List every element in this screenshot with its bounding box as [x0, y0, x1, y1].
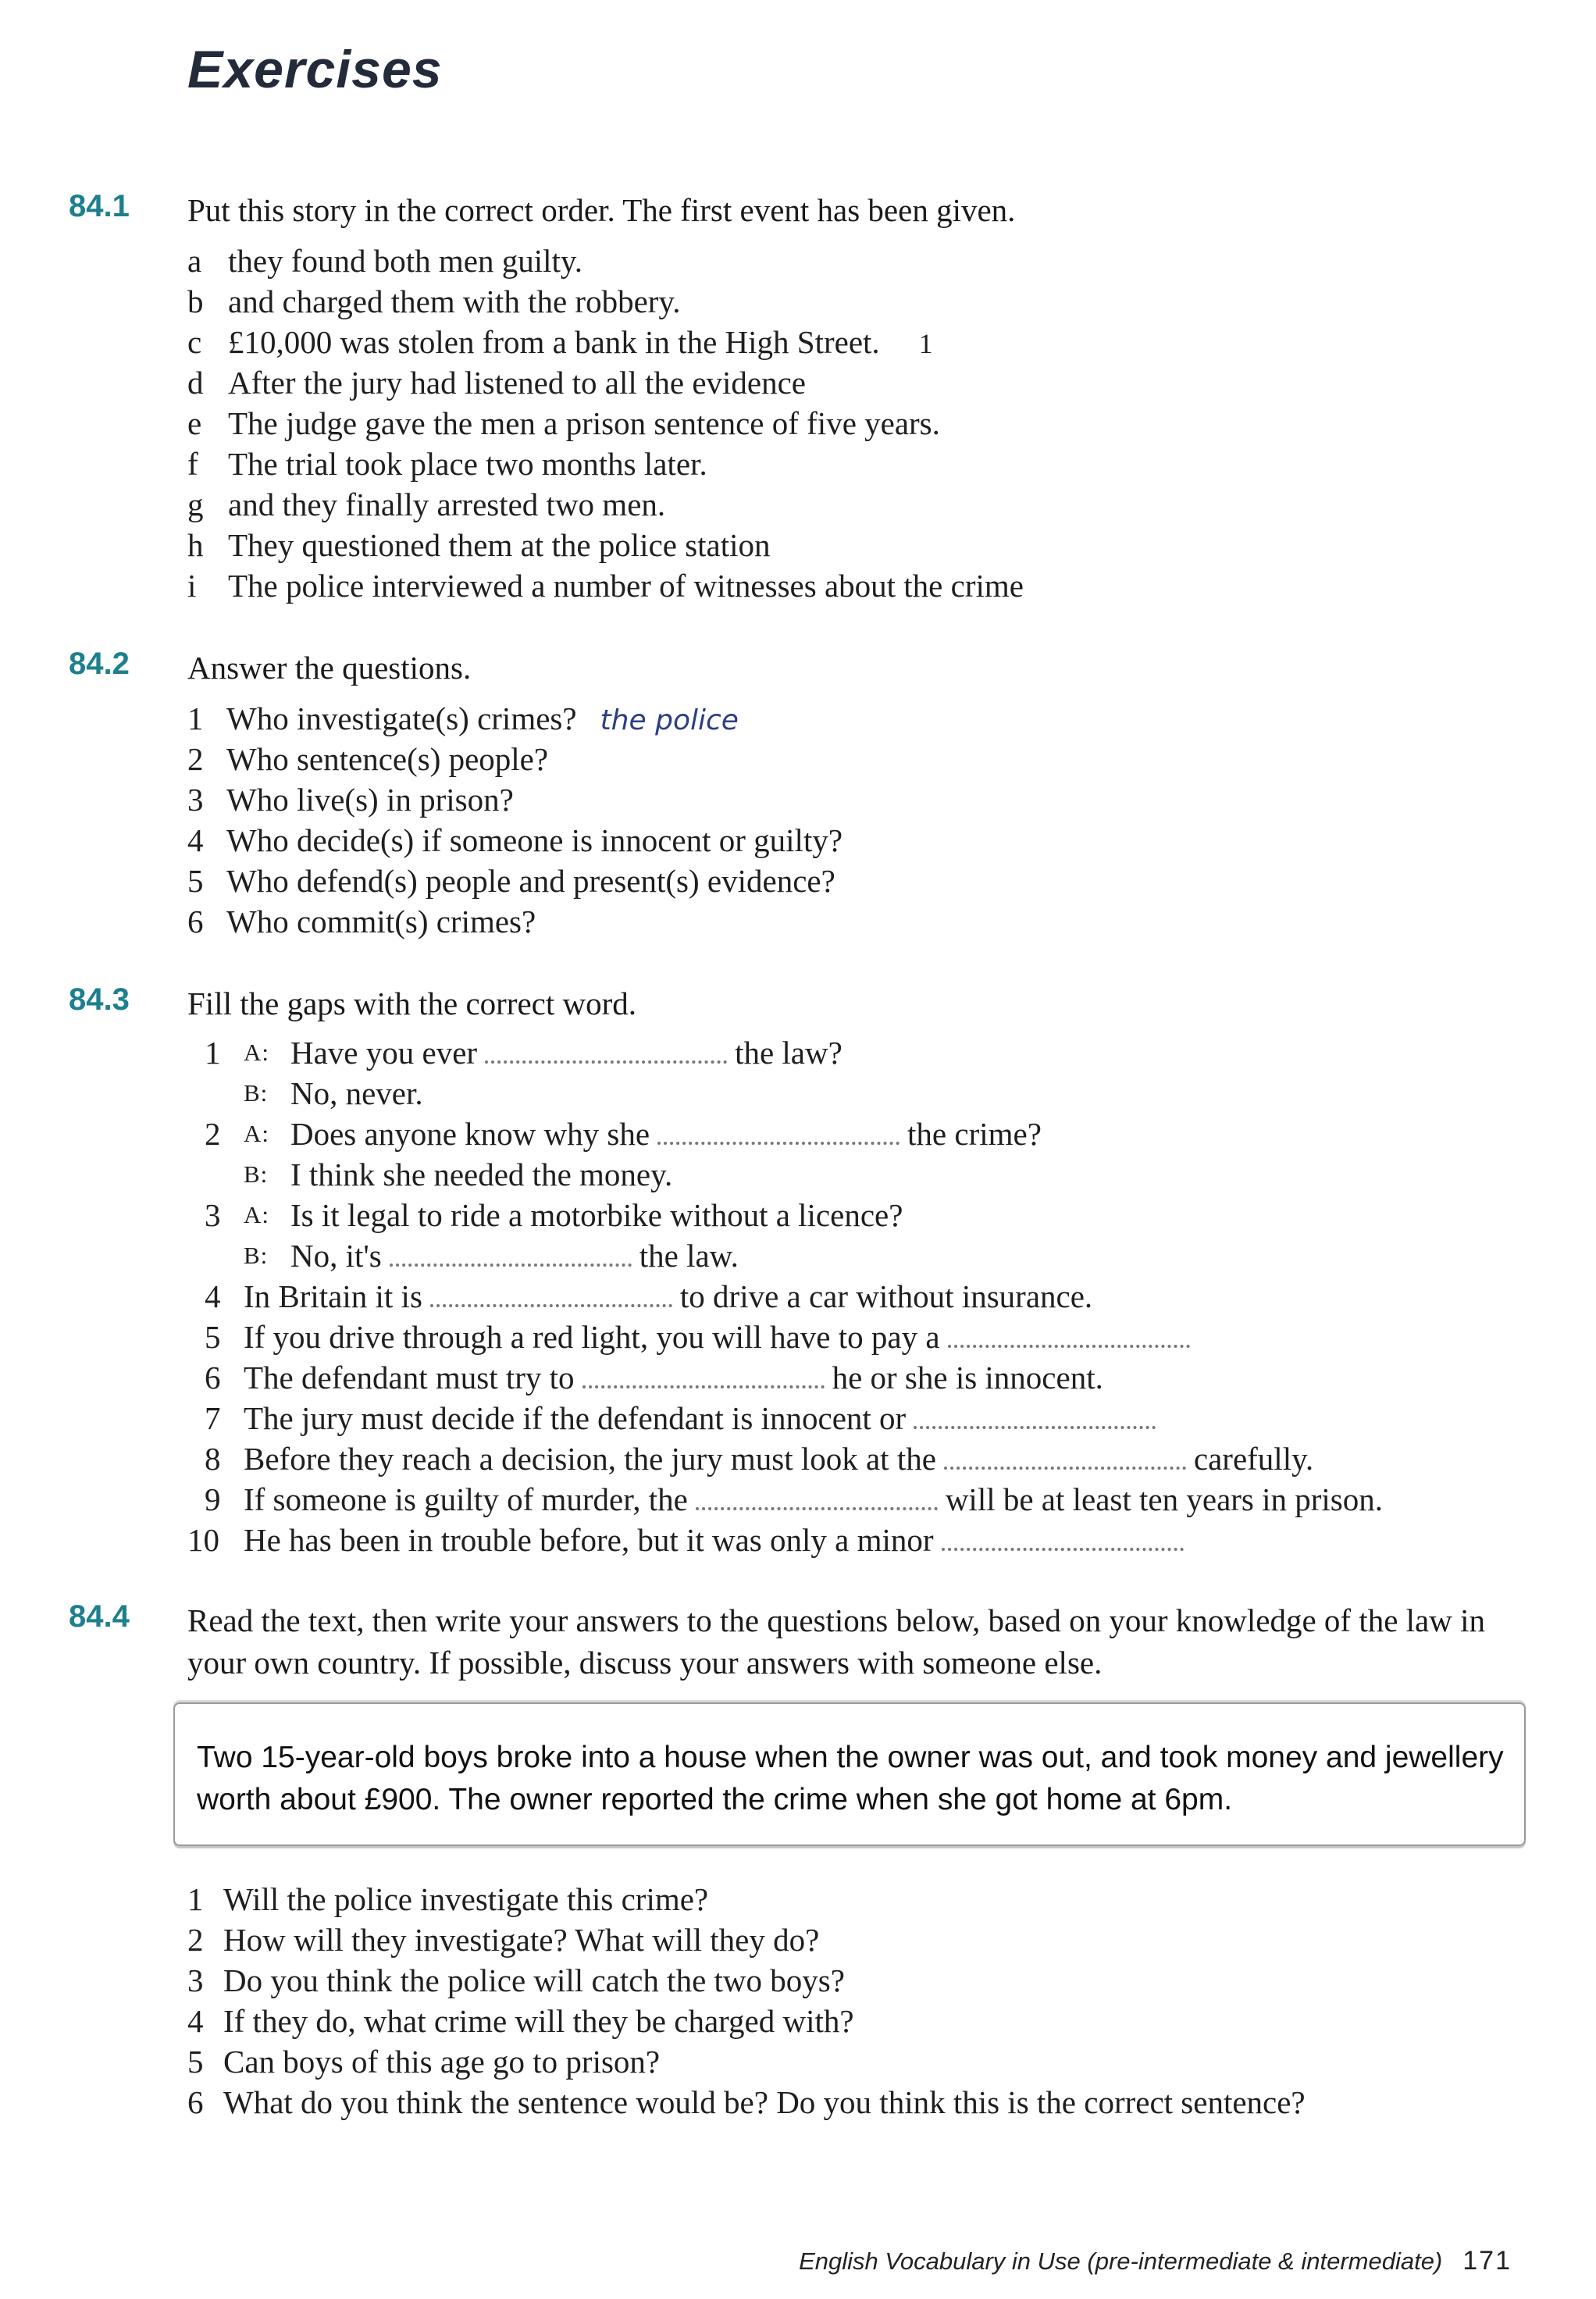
item-text: £10,000 was stolen from a bank in the High Street. [228, 324, 880, 360]
exercise-number: 84.3 [69, 982, 130, 1017]
exercise-number: 84.2 [69, 647, 130, 681]
item-label: c [187, 324, 202, 360]
speaker-label: A: [244, 1201, 269, 1228]
item-number: 4 [187, 822, 204, 858]
item-text: they found both men guilty. [228, 243, 582, 279]
gap-text-after: the law? [735, 1035, 843, 1071]
item-text: The judge gave the men a prison sentence of five years. [228, 405, 940, 441]
gap-text-after: will be at least ten years in prison. [945, 1481, 1384, 1517]
question-text: If they do, what crime will they be charged with? [223, 2003, 854, 2039]
answer-gap[interactable] [944, 1459, 1186, 1470]
item-number: 1 [187, 1881, 204, 1917]
gap-text-before: No, it's [290, 1238, 382, 1274]
item-number: 8 [205, 1441, 221, 1477]
question-text: Who investigate(s) crimes? [226, 700, 577, 736]
gap-text-after: the crime? [907, 1116, 1042, 1152]
answer-gap[interactable] [657, 1134, 900, 1145]
item-text: After the jury had listened to all the evidence [228, 365, 807, 401]
gap-text-after: the law. [639, 1238, 739, 1274]
gap-text-before: The defendant must try to [244, 1360, 575, 1395]
item-text: The trial took place two months later. [228, 446, 707, 482]
item-number: 5 [187, 2044, 204, 2080]
item-number: 3 [187, 1962, 204, 1998]
answer-gap[interactable] [914, 1418, 1156, 1429]
page-number: 171 [1462, 2246, 1512, 2276]
answer-gap[interactable] [696, 1499, 938, 1510]
answer-gap[interactable] [430, 1296, 672, 1307]
question-text: Can boys of this age go to prison? [223, 2044, 661, 2080]
question-text: How will they investigate? What will they do? [223, 1922, 820, 1958]
item-number: 6 [187, 904, 204, 939]
item-number: 6 [205, 1360, 221, 1395]
item-number: 3 [187, 782, 204, 818]
item-label: i [187, 568, 197, 604]
gap-text-after: carefully. [1193, 1441, 1314, 1477]
question-text: Who live(s) in prison? [226, 782, 514, 818]
question-text: What do you think the sentence would be? Do you think this is the correct sentence? [223, 2084, 1306, 2120]
scenario-text: Two 15-year-old boys broke into a house when the owner was out, and took money and jewellery worth about £900. The owner reported the crime when she got home at 6pm. [197, 1741, 1504, 1816]
gap-text-before: The jury must decide if the defendant is innocent or [244, 1400, 907, 1436]
item-number: 4 [205, 1278, 221, 1314]
item-number: 1 [187, 700, 204, 736]
question-text: Who defend(s) people and present(s) evidence? [226, 863, 835, 899]
answer-gap[interactable] [485, 1053, 727, 1064]
speaker-label: A: [244, 1120, 269, 1147]
item-number: 9 [205, 1481, 221, 1517]
handwritten-answer: the police [600, 704, 739, 736]
dialogue-text: I think she needed the money. [290, 1157, 673, 1192]
item-label: d [187, 365, 204, 401]
item-number: 2 [187, 1922, 204, 1958]
exercise-instruction: Read the text, then write your answers to the questions below, based on your knowledge of the law in your own country. If possible, discuss your answers with someone else. [187, 1602, 1486, 1681]
item-text: The police interviewed a number of witnesses about the crime [228, 568, 1024, 604]
question-text: Who sentence(s) people? [226, 741, 549, 777]
item-number: 5 [205, 1319, 221, 1355]
exercise-instruction: Fill the gaps with the correct word. [187, 986, 637, 1021]
speaker-label: B: [244, 1079, 269, 1107]
gap-text-before: In Britain it is [244, 1278, 422, 1314]
item-label: f [187, 446, 198, 482]
item-number: 1 [205, 1035, 221, 1071]
question-text: Will the police investigate this crime? [223, 1881, 709, 1917]
gap-text-before: He has been in trouble before, but it was only a minor [244, 1522, 934, 1558]
question-text: Who decide(s) if someone is innocent or guilty? [226, 822, 843, 858]
page-title: Exercises [187, 40, 443, 99]
item-number: 4 [187, 2003, 204, 2039]
item-number: 7 [205, 1400, 221, 1436]
item-label: g [187, 487, 204, 522]
speaker-label: A: [244, 1039, 269, 1066]
exercise-number: 84.1 [69, 189, 130, 223]
question-text: Do you think the police will catch the two boys? [223, 1962, 845, 1998]
dialogue-text: No, never. [290, 1075, 423, 1111]
item-number: 3 [205, 1197, 221, 1233]
page-footer [799, 2246, 1512, 2276]
answer-gap[interactable] [390, 1256, 632, 1267]
item-label: e [187, 405, 202, 441]
answer-gap[interactable] [942, 1540, 1184, 1551]
question-text: Who commit(s) crimes? [226, 904, 536, 939]
item-number: 2 [205, 1116, 221, 1152]
item-text: They questioned them at the police station [228, 527, 771, 563]
item-label: a [187, 243, 202, 279]
exercise-number: 84.4 [69, 1599, 130, 1634]
book-title: English Vocabulary in Use (pre-intermediate & intermediate) [799, 2247, 1443, 2275]
item-text: and charged them with the robbery. [228, 283, 681, 319]
answer-gap[interactable] [948, 1337, 1190, 1348]
exercise-instruction: Answer the questions. [187, 650, 472, 686]
gap-text-before: Before they reach a decision, the jury must look at the [244, 1441, 936, 1477]
speaker-label: B: [244, 1160, 269, 1188]
gap-text-after: he or she is innocent. [832, 1360, 1103, 1395]
item-label: b [187, 283, 204, 319]
gap-text-after: to drive a car without insurance. [679, 1278, 1093, 1314]
gap-text-before: Does anyone know why she [290, 1116, 650, 1152]
gap-text-before: If you drive through a red light, you will have to pay a [244, 1319, 940, 1355]
item-text: and they finally arrested two men. [228, 487, 666, 522]
item-label: h [187, 527, 204, 563]
item-number: 2 [187, 741, 204, 777]
gap-text-before: Have you ever [290, 1035, 478, 1071]
exercise-instruction: Put this story in the correct order. The first event has been given. [187, 192, 1016, 228]
speaker-label: B: [244, 1242, 269, 1269]
scenario-box [173, 1702, 1526, 1846]
dialogue-text: Is it legal to ride a motorbike without a licence? [290, 1197, 903, 1233]
item-number: 10 [187, 1522, 219, 1558]
gap-text-before: If someone is guilty of murder, the [244, 1481, 688, 1517]
item-number: 5 [187, 863, 204, 899]
item-number: 6 [187, 2084, 204, 2120]
answer-gap[interactable] [582, 1378, 825, 1388]
given-answer: 1 [918, 328, 933, 359]
